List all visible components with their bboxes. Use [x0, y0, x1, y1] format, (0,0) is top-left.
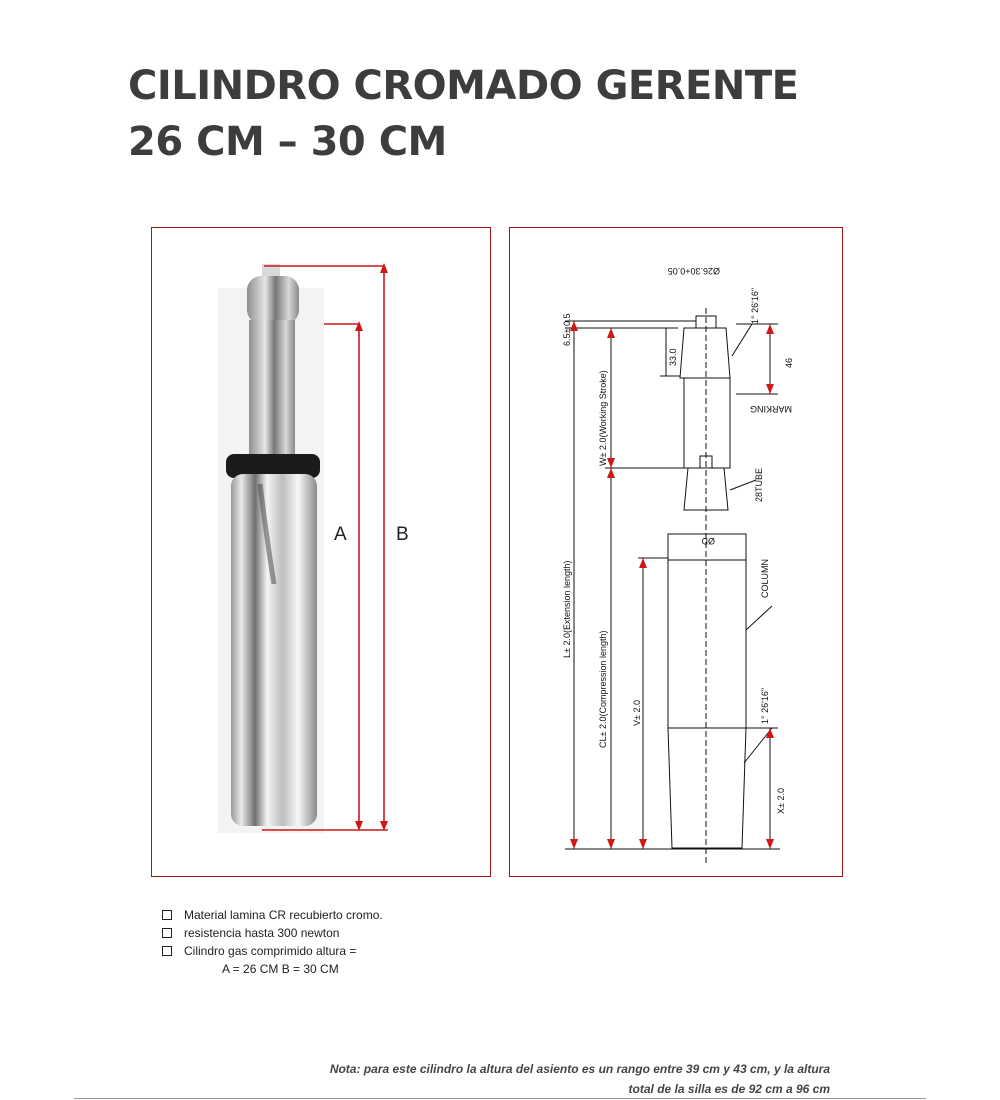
v-dim-label: V± 2.0 [632, 700, 642, 726]
column-leader [746, 606, 772, 630]
rod-cap [247, 276, 299, 324]
technical-drawing-panel [509, 227, 843, 877]
dim-46-label: 46 [784, 357, 794, 368]
checkbox-icon [162, 946, 172, 956]
top-diameter-label: Ø26.30+0.05 [667, 266, 720, 276]
feature-item: Cilindro gas comprimido altura = [162, 942, 383, 960]
compression-label: CL± 2.0(Compression length) [598, 630, 608, 748]
feature-list [162, 906, 383, 978]
product-photo-panel [151, 227, 491, 877]
rod-lower-shape [684, 378, 730, 468]
gas-cylinder-photo [152, 228, 492, 878]
cylinder-body [231, 474, 317, 826]
angle-top-leader [732, 324, 752, 356]
title-line-1: CILINDRO CROMADO GERENTE [128, 63, 799, 109]
rod-shape [680, 328, 730, 378]
checkbox-icon [162, 910, 172, 920]
working-stroke-label: W± 2.0(Working Stroke) [598, 370, 608, 466]
page-title [128, 58, 798, 170]
bottom-rule [74, 1098, 926, 1099]
angle-bottom-leader [744, 728, 772, 763]
extension-label: L± 2.0(Extension length) [562, 560, 572, 658]
label-b: B [396, 524, 409, 545]
label-a: A [334, 524, 347, 545]
column-shape [668, 560, 746, 848]
tube-label: 28TUBE [754, 467, 764, 502]
od-label: ØD [701, 536, 715, 546]
angle-bottom-label: 1° 26'16" [760, 687, 770, 724]
dim-65-label: 6.5± 0.5 [562, 313, 572, 346]
x-dim-label: X± 2.0 [776, 788, 786, 814]
feature-item: resistencia hasta 300 newton [162, 924, 383, 942]
note-line-1: Nota: para este cilindro la altura del asiento es un rango entre 39 cm y 43 cm, y la altura [329, 1062, 830, 1076]
note-line-2: total de la silla es de 92 cm a 96 cm [628, 1082, 830, 1096]
feature-detail: A = 26 CM B = 30 CM [222, 962, 339, 976]
technical-drawing [510, 228, 844, 878]
marking-label: MARKING [749, 404, 792, 414]
piston-rod [249, 320, 295, 468]
feature-item: Material lamina CR recubierto cromo. [162, 906, 383, 924]
angle-top-label: 1° 26'16" [750, 287, 760, 324]
tube-leader [730, 480, 756, 490]
footer-note [210, 1059, 830, 1099]
checkbox-icon [162, 928, 172, 938]
dim-33-label: 33.0 [668, 348, 678, 366]
title-line-2: 26 CM – 30 CM [128, 119, 447, 165]
column-label: COLUMN [760, 558, 770, 598]
